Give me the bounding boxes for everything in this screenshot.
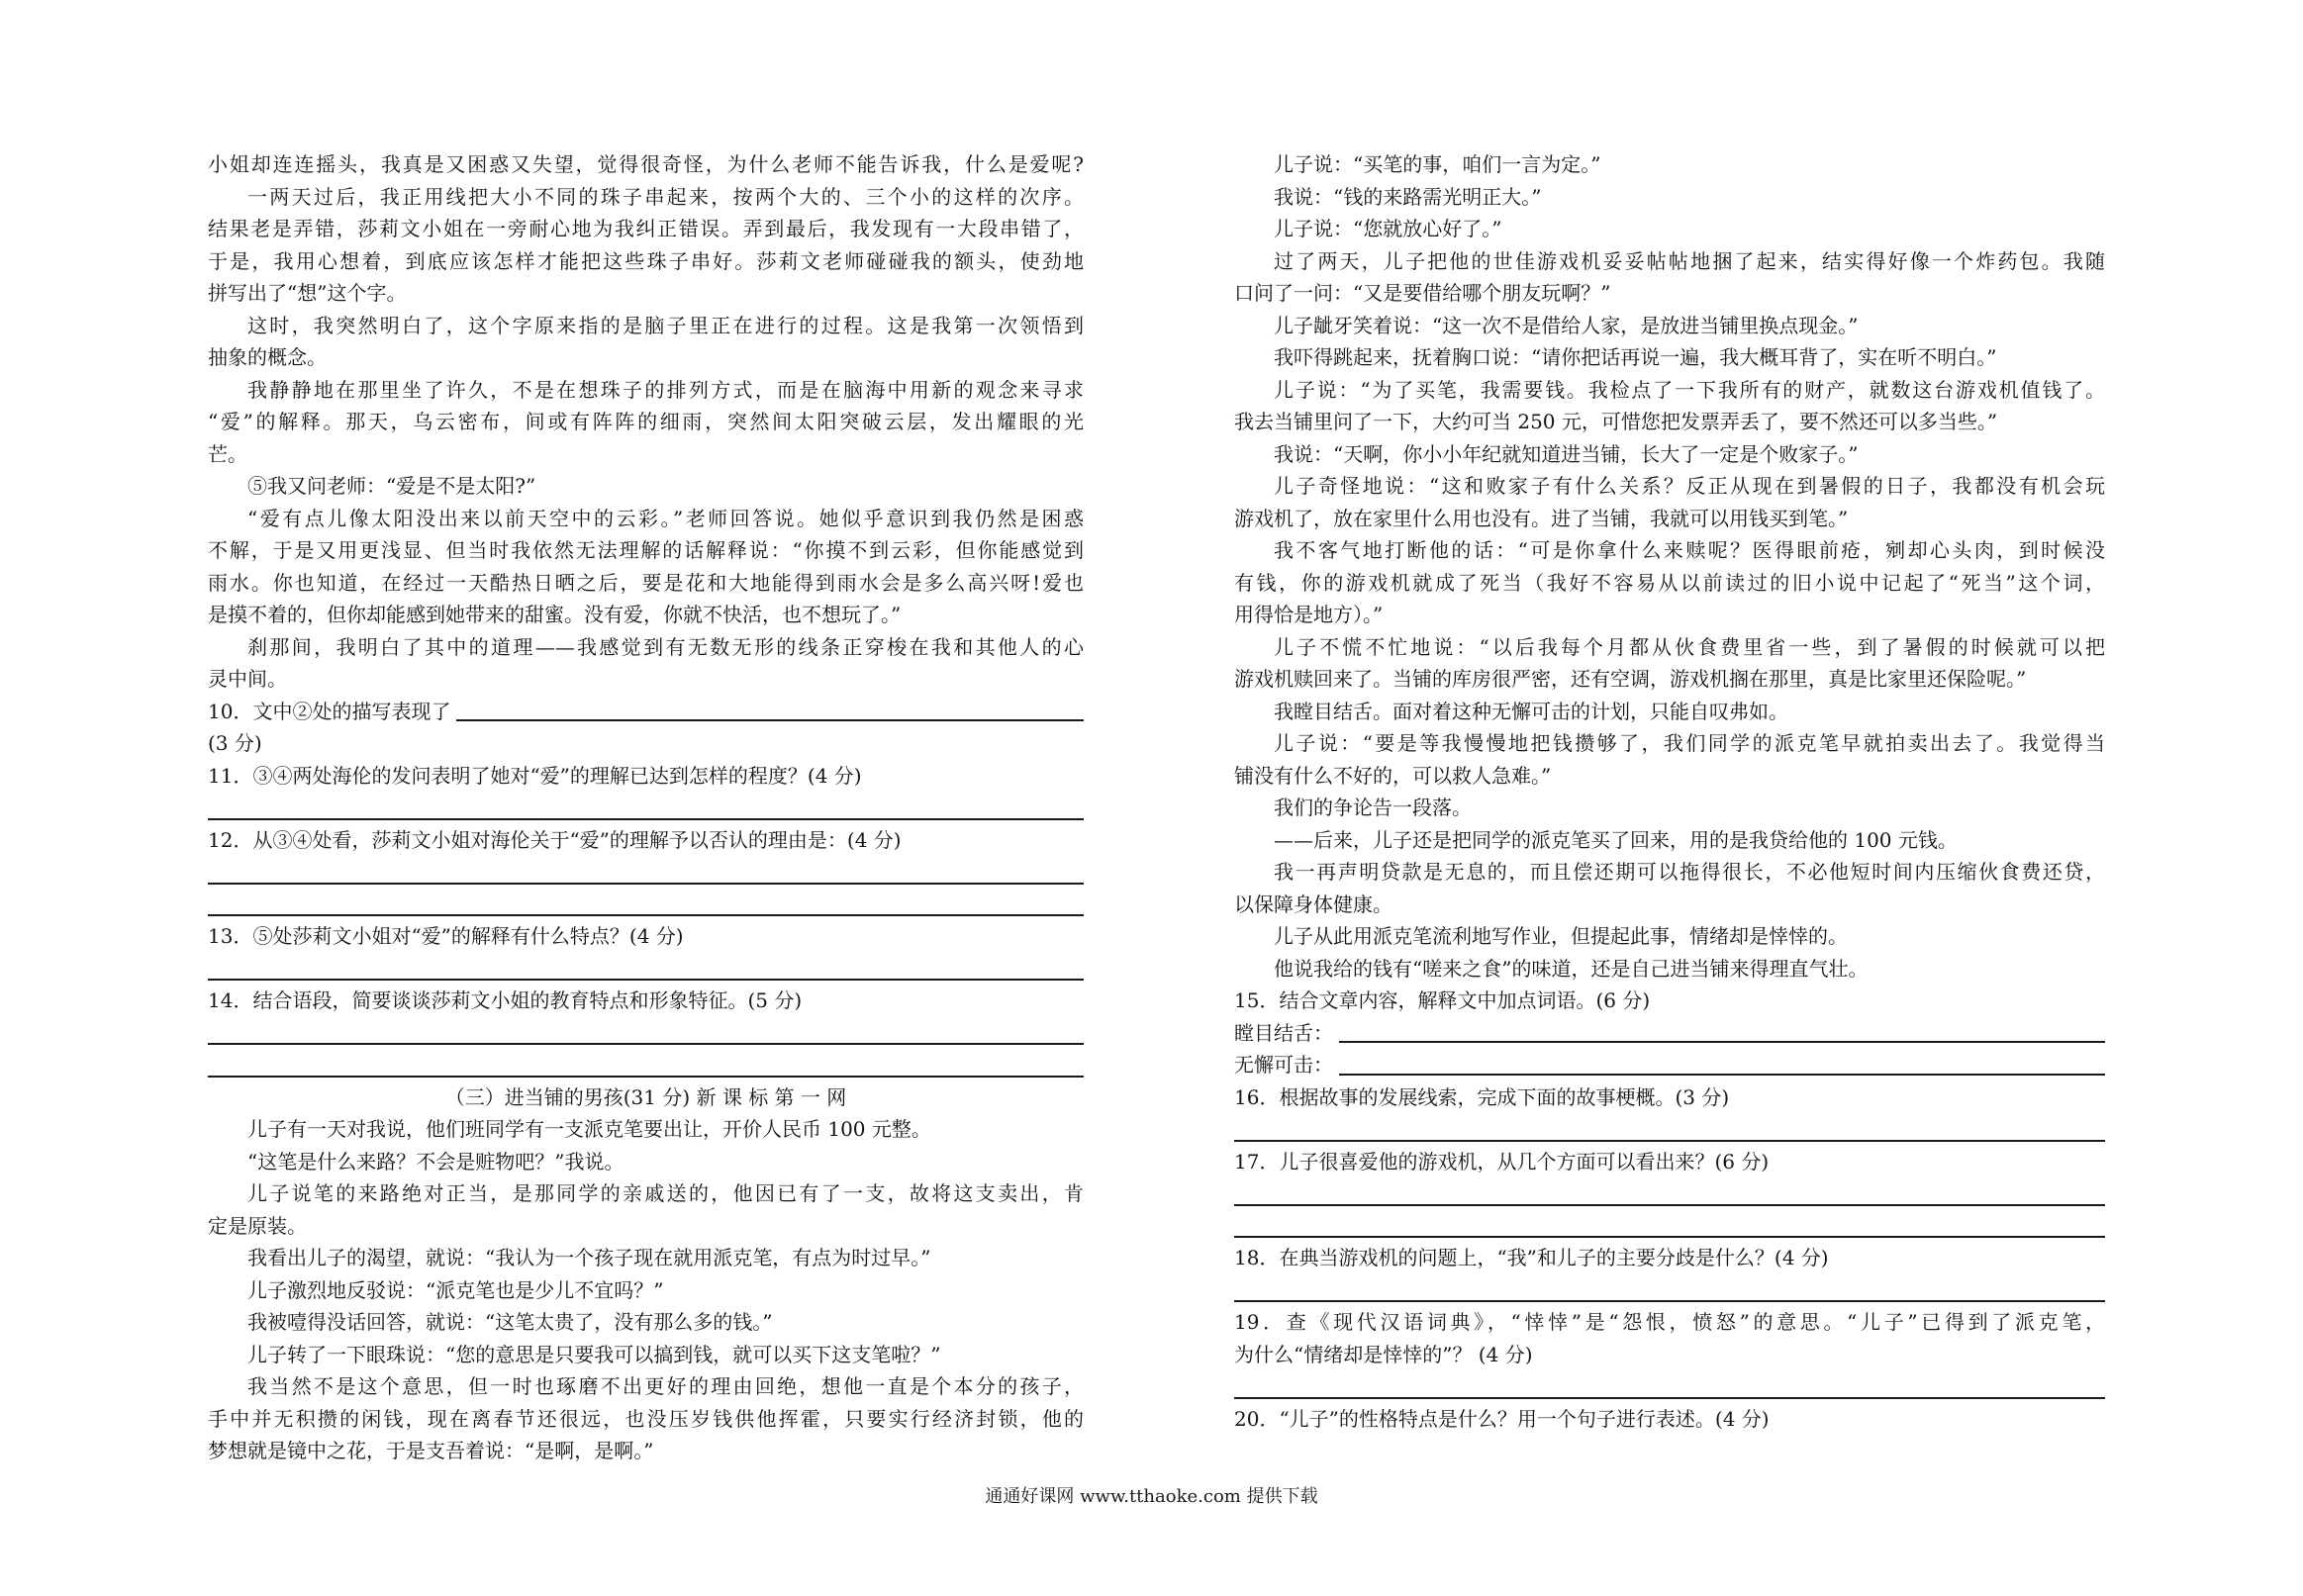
paragraph-line: 手中并无积攒的闲钱，现在离春节还很远，也没压岁钱供他挥霍，只要实行经济封锁，他的 (208, 1406, 1084, 1431)
paragraph-line: 儿子有一天对我说，他们班同学有一支派克笔要出让，开价人民币 100 元整。 (247, 1117, 931, 1141)
answer-line[interactable] (208, 856, 1084, 889)
paragraph-line: 我被噎得没话回答，就说：“这笔太贵了，没有那么多的钱。” (247, 1310, 773, 1334)
paragraph-line: “这笔是什么来路？不会是赃物吧？”我说。 (247, 1149, 624, 1174)
paragraph-line: 我一再声明贷款是无息的，而且偿还期可以拖得很长，不必他短时间内压缩伙食费还贷， (1274, 860, 2105, 884)
paragraph-line: 雨水。你也知道，在经过一天酷热日晒之后，要是花和大地能得到雨水会是多么高兴呀!爱也 (208, 570, 1084, 595)
answer-line[interactable] (208, 792, 1084, 824)
paragraph-line: 铺没有什么不好的，可以救人急难。” (1234, 763, 1552, 788)
paragraph-line: 儿子说：“为了买笔，我需要钱。我检点了一下我所有的财产，就数这台游戏机值钱了。 (1274, 377, 2105, 402)
paragraph-line: 以保障身体健康。 (1234, 892, 1392, 916)
paragraph-line: ⑤我又问老师：“爱是不是太阳?” (247, 474, 536, 498)
question-10 (208, 696, 1084, 728)
left-column (208, 148, 1084, 1467)
question-15a (1234, 1017, 2105, 1050)
paragraph-line: 用得恰是地方）。” (1234, 603, 1384, 626)
paragraph-line: 我去当铺里问了一下，大约可当 250 元，可惜您把发票弄丢了，要不然还可以多当些。” (1234, 410, 1998, 433)
question-14: 14．结合语段，简要谈谈莎莉文小姐的教育特点和形象特征。(5 分) (208, 988, 803, 1012)
paragraph-line: 是摸不着的，但你却能感到她带来的甜蜜。没有爱，你就不快活，也不想玩了。” (208, 603, 902, 626)
paragraph-line: 定是原装。 (208, 1213, 307, 1238)
answer-line[interactable] (1234, 1274, 2105, 1307)
paragraph-line: 儿子说：“您就放心好了。” (1274, 217, 1502, 240)
paragraph-line: 我说：“钱的来路需光明正大。” (1274, 184, 1542, 209)
paragraph-line: 游戏机了，放在家里什么用也没有。进了当铺，我就可以用钱买到笔。” (1234, 506, 1849, 530)
paragraph-line: 我当然不是这个意思，但一时也琢磨不出更好的理由回绝，想他一直是个本分的孩子， (247, 1374, 1084, 1398)
paragraph-line: 我看出儿子的渴望，就说：“我认为一个孩子现在就用派克笔，有点为时过早。” (247, 1246, 931, 1269)
paragraph-line: 刹那间，我明白了其中的道理——我感觉到有无数无形的线条正穿梭在我和其他人的心 (247, 634, 1084, 659)
paragraph-line: 儿子激烈地反驳说：“派克笔也是少儿不宜吗？” (247, 1277, 664, 1302)
paragraph-line: 小姐却连连摇头，我真是又困惑又失望，觉得很奇怪，为什么老师不能告诉我，什么是爱呢? (208, 152, 1084, 176)
paragraph-line: 儿子说笔的来路绝对正当，是那同学的亲戚送的，他因已有了一支，故将这支卖出，肯 (247, 1181, 1084, 1205)
question-20: 20．“儿子”的性格特点是什么？用一个句子进行表述。(4 分) (1234, 1406, 1770, 1431)
paragraph-line: 于是，我用心想着，到底应该怎样才能把这些珠子串好。莎莉文老师碰碰我的额头，使劲地 (208, 248, 1084, 273)
question-15b (1234, 1049, 2105, 1081)
paragraph-line: 口问了一问：“又是要借给哪个朋友玩啊？” (1234, 281, 1611, 305)
paragraph-line: 儿子不慌不忙地说：“以后我每个月都从伙食费里省一些，到了暑假的时候就可以把 (1274, 634, 2105, 659)
question-15a-label: 瞠目结舌： (1234, 1020, 1333, 1045)
paragraph-line: 这时，我突然明白了，这个字原来指的是脑子里正在进行的过程。这是我第一次领悟到 (247, 313, 1084, 337)
question-16: 16．根据故事的发展线索，完成下面的故事梗概。(3 分) (1234, 1084, 1730, 1109)
paragraph-line: 我吓得跳起来，抚着胸口说：“请你把话再说一遍，我大概耳背了，实在听不明白。” (1274, 345, 1997, 369)
paragraph-line: 儿子龇牙笑着说：“这一次不是借给人家，是放进当铺里换点现金。” (1274, 313, 1859, 337)
paragraph-line: 我不客气地打断他的话：“可是你拿什么来赎呢？医得眼前疮，剜却心头肉，到时候没 (1274, 538, 2105, 562)
question-10-score: (3 分) (208, 731, 262, 755)
paragraph-line: ——后来，儿子还是把同学的派克笔买了回来，用的是我贷给他的 100 元钱。 (1274, 827, 1958, 852)
paragraph-line: 拼写出了“想”这个字。 (208, 281, 407, 305)
question-18: 18．在典当游戏机的问题上，“我”和儿子的主要分歧是什么？(4 分) (1234, 1246, 1829, 1269)
page-footer: 通通好课网 www.tthaoke.com 提供下载 (985, 1486, 1318, 1507)
answer-line[interactable] (1234, 1210, 2105, 1243)
paragraph-line: 芒。 (208, 441, 247, 466)
answer-line[interactable] (208, 1049, 1084, 1081)
paragraph-line: 抽象的概念。 (208, 345, 327, 369)
answer-line[interactable] (456, 719, 1084, 721)
answer-line[interactable] (1234, 1370, 2105, 1403)
paragraph-line: 他说我给的钱有“嗟来之食”的味道，还是自己进当铺来得理直气壮。 (1274, 956, 1869, 981)
paragraph-line: 儿子说：“买笔的事，咱们一言为定。” (1274, 152, 1601, 176)
question-10-text: 10．文中②处的描写表现了 (208, 699, 451, 723)
answer-line[interactable] (208, 1017, 1084, 1050)
paragraph-line: 儿子转了一下眼珠说：“您的意思是只要我可以搞到钱，就可以买下这支笔啦？” (247, 1342, 941, 1366)
answer-line[interactable] (208, 889, 1084, 921)
answer-line[interactable] (1339, 1041, 2105, 1043)
paragraph-line: 灵中间。 (208, 667, 287, 691)
question-19: 19．查《现代汉语词典》，“悻悻”是“怨恨，愤怒”的意思。“儿子”已得到了派克笔， (1234, 1310, 2105, 1334)
answer-line[interactable] (1234, 1113, 2105, 1146)
paragraph-line: 我们的争论告一段落。 (1274, 796, 1472, 819)
paragraph-line: “爱有点儿像太阳没出来以前天空中的云彩。”老师回答说。她似乎意识到我仍然是困惑 (247, 506, 1084, 530)
question-15: 15．结合文章内容，解释文中加点词语。(6 分) (1234, 988, 1651, 1012)
paragraph-line: 有钱，你的游戏机就成了死当（我好不容易从以前读过的旧小说中记起了“死当”这个词， (1234, 570, 2105, 595)
paragraph-line: 儿子奇怪地说：“这和败家子有什么关系？反正从现在到暑假的日子，我都没有机会玩 (1274, 474, 2105, 498)
paragraph-line: 一两天过后，我正用线把大小不同的珠子串起来，按两个大的、三个小的这样的次序。 (247, 184, 1084, 209)
paragraph-line: 不解，于是又用更浅显、但当时我依然无法理解的话解释说：“你摸不到云彩，但你能感觉到 (208, 538, 1084, 562)
paragraph-line: 儿子说：“要是等我慢慢地把钱攒够了，我们同学的派克笔早就拍卖出去了。我觉得当 (1274, 731, 2105, 755)
paragraph-line: 我说：“天啊，你小小年纪就知道进当铺，长大了一定是个败家子。” (1274, 441, 1859, 466)
paragraph-line: 儿子从此用派克笔流利地写作业，但提起此事，情绪却是悻悻的。 (1274, 924, 1848, 948)
paragraph-line: “爱”的解释。那天，乌云密布，间或有阵阵的细雨，突然间太阳突破云层，发出耀眼的光 (208, 410, 1084, 433)
right-column (1234, 148, 2105, 1435)
answer-line[interactable] (1234, 1177, 2105, 1210)
question-12: 12．从③④处看，莎莉文小姐对海伦关于“爱”的理解予以否认的理由是：(4 分) (208, 827, 902, 852)
paragraph-line: 我静静地在那里坐了许久，不是在想珠子的排列方式，而是在脑海中用新的观念来寻求 (247, 377, 1084, 402)
question-15b-label: 无懈可击： (1234, 1053, 1333, 1077)
question-17: 17．儿子很喜爱他的游戏机，从几个方面可以看出来？(6 分) (1234, 1149, 1770, 1174)
question-19-cont: 为什么“情绪却是悻悻的”？ (4 分) (1234, 1342, 1533, 1366)
paragraph-line: 结果老是弄错，莎莉文小姐在一旁耐心地为我纠正错误。弄到最后，我发现有一大段串错了， (208, 217, 1084, 240)
question-11: 11．③④两处海伦的发问表明了她对“爱”的理解已达到怎样的程度？(4 分) (208, 763, 862, 788)
section-title: （三）进当铺的男孩(31 分) 新 课 标 第 一 网 (444, 1084, 847, 1109)
paragraph-line: 游戏机赎回来了。当铺的库房很严密，还有空调，游戏机搁在那里，真是比家里还保险呢。” (1234, 667, 2027, 691)
question-13: 13．⑤处莎莉文小姐对“爱”的解释有什么特点？(4 分) (208, 924, 684, 948)
paragraph-line: 我瞠目结舌。面对着这种无懈可击的计划，只能自叹弗如。 (1274, 699, 1788, 723)
answer-line[interactable] (208, 953, 1084, 986)
answer-line[interactable] (1339, 1074, 2105, 1076)
paragraph-line: 过了两天，儿子把他的世佳游戏机妥妥帖帖地捆了起来，结实得好像一个炸药包。我随 (1274, 248, 2105, 273)
paragraph-line: 梦想就是镜中之花，于是支吾着说：“是啊，是啊。” (208, 1439, 654, 1462)
